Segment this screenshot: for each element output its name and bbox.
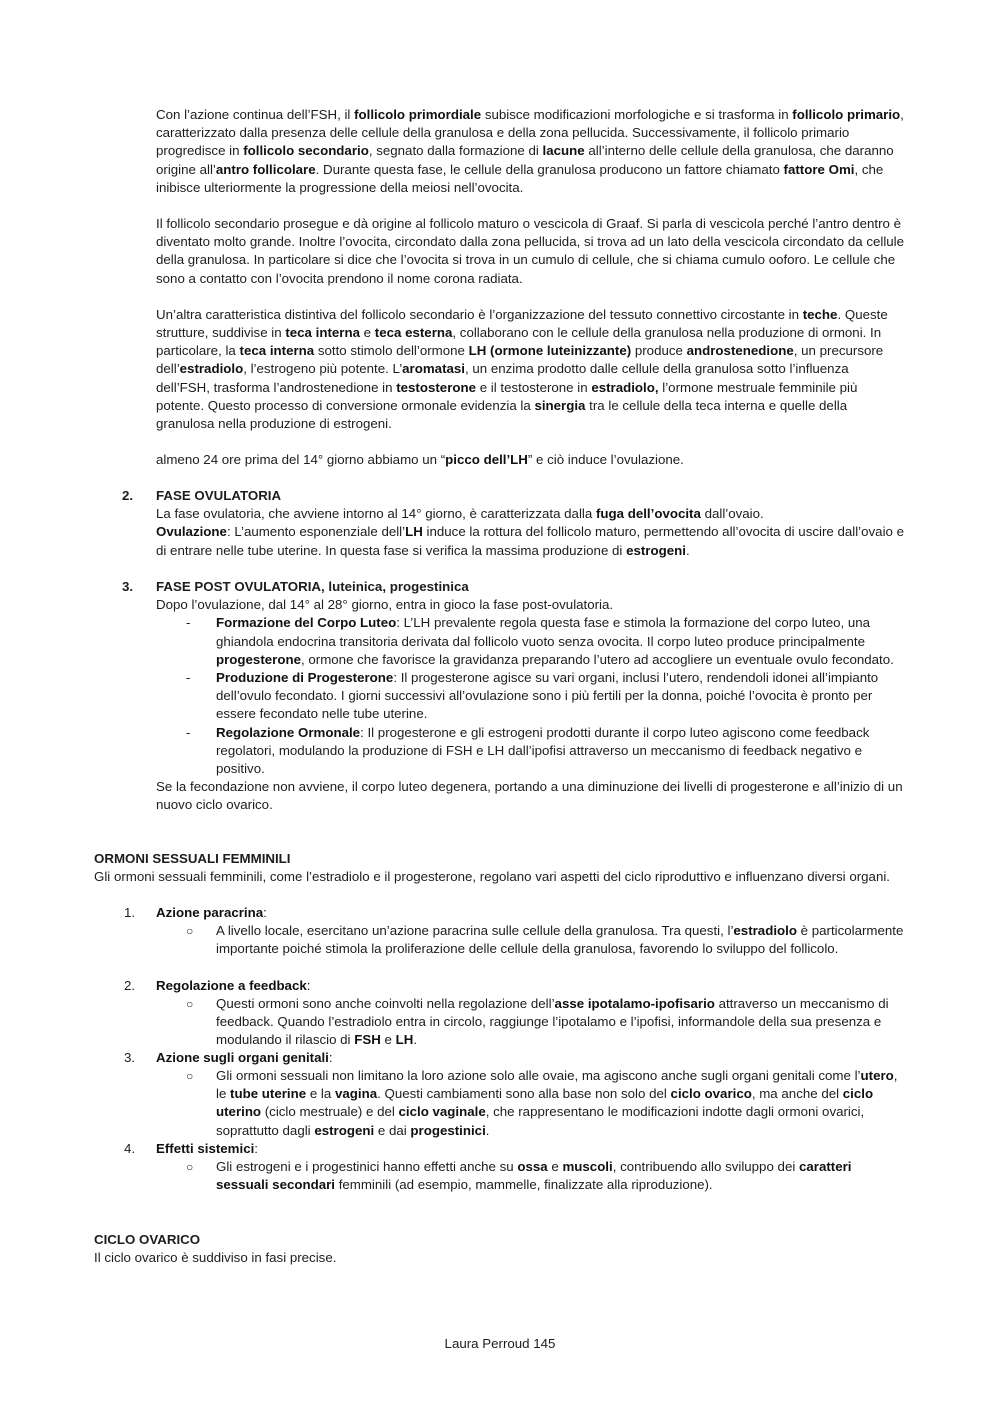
fase-ovulatoria-section — [156, 487, 906, 560]
list-item-text: Regolazione Ormonale: Il progesterone e gli estrogeni prodotti durante il corpo luteo agiscono come feedback regolatori, modulando la produzione di FSH e LH dall’ipofisi attraverso un meccanismo di feedback negativo e positivo. — [216, 724, 870, 777]
circle-bullet-icon: ○ — [186, 1069, 194, 1083]
list-item-text: Produzione di Progesterone: Il progesterone agisce su vari organi, inclusi l’utero, rendendoli idonei all’impianto dell’ovulo fecondato. I giorni successivi all’ovulazione sono i più fertili per la donna, poiché l’ovocita è pronto per essere fecondato nelle tube uterine. — [216, 670, 879, 722]
list-number: 3. — [122, 579, 134, 594]
paragraph: Dopo l’ovulazione, dal 14° al 28° giorno, entra in gioco la fase post-ovulatoria. — [156, 597, 614, 613]
bullet-text: Gli ormoni sessuali non limitano la loro azione solo alle ovaie, ma agiscono anche sugli organi genitali come l’utero, le tube uterine e la vagina. Questi cambiamenti sono alla base non solo del ciclo ovarico, ma anche del ciclo uterino (ciclo mestruale) e del ciclo vaginale, che rappresentano le modificazioni indotte dagli ormoni ovarici, soprattutto dagli estrogeni e dai progestinici. — [216, 1068, 898, 1138]
list-item-heading: Azione sugli organi genitali: — [156, 1050, 333, 1065]
section-heading: FASE POST OVULATORIA, luteinica, progestinica — [156, 579, 469, 594]
section-heading: FASE OVULATORIA — [156, 488, 282, 503]
list-item — [156, 614, 906, 669]
section-heading: CICLO OVARICO — [94, 1232, 201, 1247]
dash-marker: - — [186, 670, 191, 686]
paragraph: Il follicolo secondario prosegue e dà origine al follicolo maturo o vescicola di Graaf. Si parla di vescicola perché l’antro dentro è diventato molto grande. Inoltre l’ovocita, circondato dalla zona pellucida, si trova ad un lato della vescicola circondato da cellule della granulosa. In particolare si dice che l’ovocita si trova in un cumulo di cellule, che si chiama cumulo ooforo. Le cellule che sono a contatto con l’ovocita prendono il nome corona radiata. — [156, 216, 905, 286]
page-footer: Laura Perroud 145 — [444, 1336, 556, 1351]
bullet-item — [156, 995, 906, 1050]
paragraph: Ovulazione: L’aumento esponenziale dell’LH induce la rottura del follicolo maturo, permettendo all’ovocita di uscire dall’ovaio e di entrare nelle tube uterine. In questa fase si verifica la massima produzione di estrogeni. — [156, 524, 905, 558]
bullet-text: A livello locale, esercitano un’azione paracrina sulle cellule della granulosa. Tra questi, l’estradiolo è particolarmente importante poiché stimola la proliferazione delle cellule della granulosa, favorendo lo sviluppo del follicolo. — [216, 923, 904, 957]
circle-bullet-icon: ○ — [186, 924, 194, 938]
paragraph: Se la fecondazione non avviene, il corpo luteo degenera, portando a una diminuzione dei livelli di progesterone e all’inizio di un nuovo ciclo ovarico. — [156, 779, 903, 813]
section-heading: ORMONI SESSUALI FEMMINILI — [94, 851, 291, 866]
dash-marker: - — [186, 724, 191, 740]
list-item-text: Formazione del Corpo Luteo: L’LH prevalente regola questa fase e stimola la formazione del corpo luteo, una ghiandola endocrina transitoria derivata dal follicolo vuoto senza ovocita. Il corpo luteo produce principalmente progesterone, ormone che favorisce la gravidanza preparando l’utero ad accogliere un eventuale ovulo fecondato. — [216, 615, 894, 667]
paragraph: Il ciclo ovarico è suddiviso in fasi precise. — [94, 1250, 337, 1265]
paragraph: Un’altra caratteristica distintiva del follicolo secondario è l’organizzazione del tessuto connettivo circostante in teche. Queste strutture, suddivise in teca interna e teca esterna, collaborano con le cellule della granulosa nella produzione di ormoni. In particolare, la teca interna sotto stimolo dell’ormone LH (ormone luteinizzante) produce androstenedione, un precursore dell’estradiolo, l’estrogeno più potente. L’aromatasi, un enzima prodotto dalle cellule della granulosa sotto l’influenza dell’FSH, trasforma l’androstenedione in testosterone e il testosterone in estradiolo, l’ormone mestruale femminile più potente. Questo processo di conversione ormonale evidenzia la sinergia tra le cellule della teca interna e quelle della granulosa nella produzione di estrogeni. — [156, 306, 888, 432]
bullet-item — [156, 922, 906, 958]
list-item-heading: Effetti sistemici: — [156, 1141, 258, 1156]
list-number: 3. — [124, 1050, 136, 1065]
bullet-item — [156, 1158, 906, 1194]
paragraph: La fase ovulatoria, che avviene intorno al 14° giorno, è caratterizzata dalla fuga dell’ovocita dall’ovaio. — [156, 506, 764, 522]
list-item — [156, 724, 906, 779]
circle-bullet-icon: ○ — [186, 997, 194, 1011]
list-item — [156, 669, 906, 724]
list-item-heading: Regolazione a feedback: — [156, 978, 311, 993]
circle-bullet-icon: ○ — [186, 1160, 194, 1174]
paragraph: almeno 24 ore prima del 14° giorno abbiamo un “picco dell’LH” e ciò induce l’ovulazione. — [156, 452, 684, 468]
paragraph: Gli ormoni sessuali femminili, come l’estradiolo e il progesterone, regolano vari aspetti del ciclo riproduttivo e influenzano diversi organi. — [94, 869, 890, 884]
bullet-item — [156, 1067, 906, 1140]
bullet-text: Gli estrogeni e i progestinici hanno effetti anche su ossa e muscoli, contribuendo allo sviluppo dei caratteri sessuali secondari femminili (ad esempio, mammelle, finalizzate alla riproduzione). — [216, 1159, 852, 1193]
list-item-heading: Azione paracrina: — [156, 905, 267, 920]
fase-post-ovulatoria-section — [156, 578, 906, 815]
dash-marker: - — [186, 615, 191, 631]
list-number: 2. — [124, 978, 136, 993]
list-number: 1. — [124, 905, 136, 920]
bullet-text: Questi ormoni sono anche coinvolti nella regolazione dell’asse ipotalamo-ipofisario attraverso un meccanismo di feedback. Quando l’estradiolo entra in circolo, raggiunge l’ipotalamo e l’ipofisi, informandole della sua presenza e modulando il rilascio di FSH e LH. — [216, 996, 889, 1048]
list-number: 4. — [124, 1141, 136, 1156]
paragraph: Con l’azione continua dell’FSH, il follicolo primordiale subisce modificazioni morfologiche e si trasforma in follicolo primario, caratterizzato dalla presenza delle cellule della granulosa e della zona pellucida. Successivamente, il follicolo primario progredisce in follicolo secondario, segnato dalla formazione di lacune all’interno delle cellule della granulosa, che daranno origine all’antro follicolare. Durante questa fase, le cellule della granulosa producono un fattore chiamato fattore Omi, che inibisce ulteriormente la progressione della meiosi nell’ovocita. — [156, 107, 904, 195]
intro-section — [156, 106, 906, 487]
list-number: 2. — [122, 488, 134, 503]
